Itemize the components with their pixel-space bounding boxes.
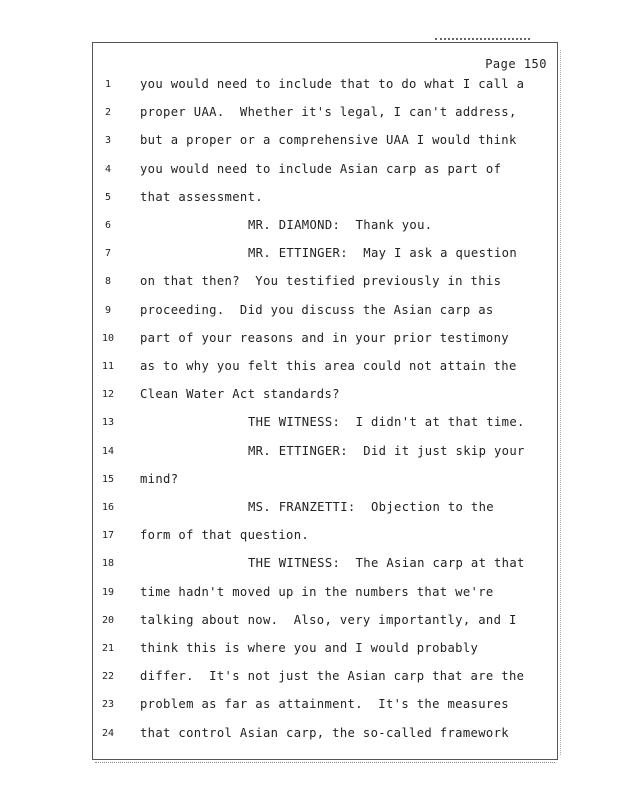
line-text: that control Asian carp, the so-called framework [140,725,509,740]
transcript-line [93,331,557,351]
transcript-line [93,387,557,407]
line-number: 7 [104,248,112,260]
line-number: 12 [101,389,115,401]
transcript-line [93,613,557,633]
transcript-line [93,77,557,97]
transcript-page [92,42,558,760]
transcript-line [93,528,557,548]
line-number: 6 [104,220,112,231]
line-number: 21 [101,643,115,654]
line-text: you would need to include that to do what I call a [140,77,525,91]
transcript-line [93,105,557,125]
line-text: MR. ETTINGER: May I ask a question [248,246,518,261]
scan-right-mark [560,50,563,755]
line-text: THE WITNESS: I didn't at that time. [248,415,525,430]
line-number: 24 [101,727,115,739]
transcript-line [93,218,557,238]
line-number: 1 [104,79,112,90]
line-text: problem as far as attainment. It's the measures [140,697,509,712]
line-text: proceeding. Did you discuss the Asian carp as [140,302,494,317]
page-number: Page 150 [485,57,547,71]
transcript-line [93,669,557,689]
transcript-line [93,162,557,182]
line-number: 20 [101,614,115,626]
line-text: differ. It's not just the Asian carp that are the [140,669,525,684]
line-text: MR. ETTINGER: Did it just skip your [248,443,525,458]
line-text: talking about now. Also, very importantly, and I [140,612,517,627]
line-text: time hadn't moved up in the numbers that we're [140,584,494,599]
line-text: you would need to include Asian carp as part of [140,161,502,176]
line-number: 2 [104,107,112,119]
line-number: 11 [101,361,115,372]
line-number: 23 [101,699,115,711]
line-number: 8 [104,276,112,288]
line-number: 19 [101,586,115,598]
line-number: 15 [101,473,115,485]
line-number: 18 [101,558,115,570]
line-number: 14 [101,445,115,457]
transcript-line [93,500,557,520]
line-number: 13 [101,417,115,429]
line-text: as to why you felt this area could not attain the [140,359,517,373]
transcript-line [93,444,557,464]
line-number: 9 [104,304,112,316]
line-number: 17 [101,530,115,542]
line-number: 10 [101,332,115,344]
line-number: 22 [101,671,115,683]
line-text: MS. FRANZETTI: Objection to the [248,500,494,514]
line-number: 5 [104,191,112,203]
transcript-line [93,726,557,746]
line-text: think this is where you and I would probably [140,641,479,655]
line-number: 3 [104,135,112,147]
transcript-line [93,415,557,435]
transcript-line [93,556,557,576]
line-text: but a proper or a comprehensive UAA I would think [140,133,517,148]
transcript-line [93,359,557,379]
line-text: on that then? You testified previously in this [140,274,502,289]
transcript-line [93,585,557,605]
line-text: form of that question. [140,528,310,543]
line-text: mind? [140,471,179,486]
scan-bottom-mark [95,762,555,766]
transcript-line [93,246,557,266]
transcript-line [93,641,557,661]
transcript-line [93,274,557,294]
transcript-line [93,190,557,210]
line-number: 16 [101,502,115,513]
transcript-line [93,303,557,323]
transcript-line [93,472,557,492]
line-text: proper UAA. Whether it's legal, I can't address, [140,105,517,120]
line-text: THE WITNESS: The Asian carp at that [248,556,525,571]
line-text: that assessment. [140,189,263,204]
line-text: Clean Water Act standards? [140,387,340,402]
transcript-line [93,133,557,153]
line-text: MR. DIAMOND: Thank you. [248,218,433,232]
line-text: part of your reasons and in your prior testimony [140,330,509,345]
transcript-line [93,697,557,717]
line-number: 4 [104,163,112,175]
